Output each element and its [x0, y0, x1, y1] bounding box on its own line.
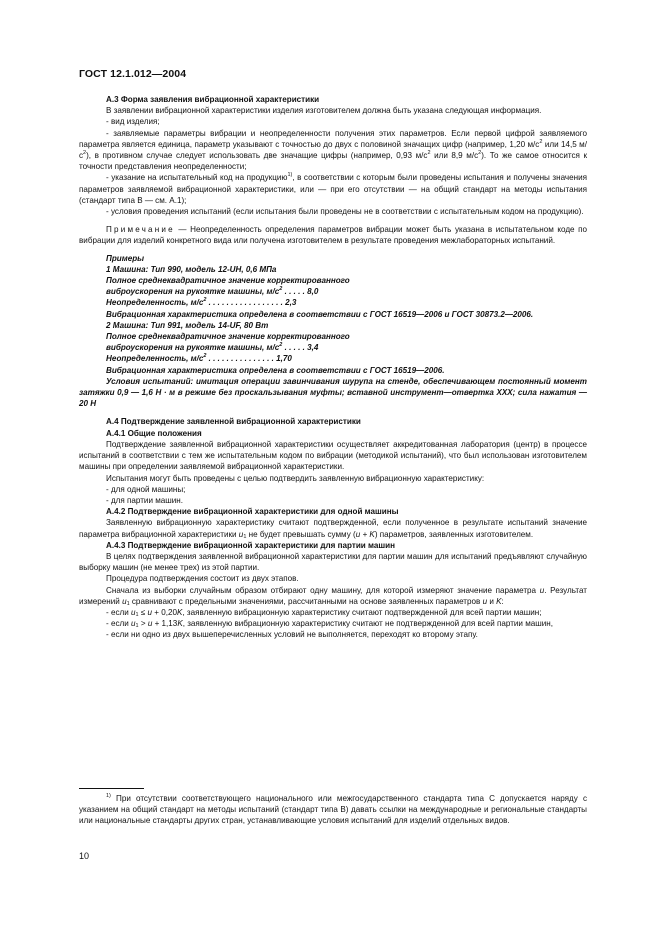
a42-text-1: Заявленную вибрационную характеристику считают подтвержденной, если полученное в результате испытаний значение параметра вибрационной характеристики [79, 518, 587, 539]
example-2-line-3-value: . . . . . . . . . . . . . . . 1,70 [206, 354, 292, 364]
a43-condition-1 [79, 607, 587, 618]
a3-item-test-code [79, 172, 587, 206]
example-1-line-3-value: . . . . . . . . . . . . . . . . . 2,3 [206, 298, 297, 308]
a43-condition-2-text-1: - если [106, 619, 131, 629]
footnote-mark: 1) [106, 793, 111, 799]
example-1-line-4: Вибрационная характеристика определена в соответствии с ГОСТ 16519—2006 и ГОСТ 30873.2—2006. [106, 309, 534, 319]
symbol-u: u [131, 607, 136, 617]
example-1-line-2-label: виброускорения на рукоятке машины, м/с [106, 287, 280, 297]
note-label: Примечание [106, 225, 175, 235]
a43-condition-1-text-3: + 0,20 [152, 607, 178, 617]
a43-text-3: сравнивают с предельными значениями, рассчитанными на основе заявленных параметров [129, 596, 483, 606]
section-a42-heading: A.4.2 Подтверждение вибрационной характеристики для одной машины [106, 507, 399, 517]
section-a43-heading: A.4.3 Подтверждение вибрационной характеристики для партии машин [106, 540, 396, 550]
a3-item-parameters [79, 128, 587, 173]
subscript-1: 1 [135, 623, 139, 630]
example-1-title: 1 Машина: Тип 990, модель 12-UH, 0,6 МПа [106, 264, 277, 274]
symbol-u: u [131, 619, 136, 629]
a3-item-parameters-text-5: ). То же самое относится к точности представления неопределенности; [79, 151, 588, 172]
subscript-1: 1 [126, 600, 130, 607]
a43-text-2: . Результат измерений [79, 585, 587, 606]
example-1-line-3 [79, 297, 587, 308]
a3-item-parameters-text-4: или 8,9 м/с [430, 151, 479, 161]
subscript-1: 1 [135, 611, 139, 618]
squared-superscript: 2 [427, 150, 431, 157]
symbol-u: u [147, 607, 153, 617]
a43-condition-1-text-1: - если [106, 607, 131, 617]
example-2-line-4: Вибрационная характеристика определена в соответствии с ГОСТ 16519—2006. [106, 365, 445, 375]
examples-heading: Примеры [106, 253, 145, 263]
symbol-u: u [482, 596, 488, 606]
example-2-line-2 [79, 342, 587, 353]
a43-condition-2-text-2: > [138, 619, 148, 629]
a42-text-3: ) параметров, заявленных изготовителем. [374, 529, 534, 539]
squared-superscript: 2 [83, 150, 87, 157]
symbol-u: u [539, 585, 545, 595]
symbol-k: K [177, 619, 183, 629]
a41-paragraph: Подтверждение заявленной вибрационной характеристики осуществляет аккредитованная лаборатория (центр) в процессе испытаний в соответствии с тем же испытательным кодом по вибрации (методикой испытаний), что был использован изготовителем машины при определении заявляемой вибрационной характеристики. [79, 439, 587, 472]
a43-condition-3: - если ни одно из двух вышеперечисленных условий не выполняется, переходят ко второму этапу. [106, 630, 478, 640]
footnote [79, 793, 587, 827]
a43-condition-1-text-2: ≤ [138, 607, 148, 617]
symbol-u: u [122, 596, 127, 606]
example-2-line-5: Условия испытаний: имитация операции завинчивания шурупа на стенде, обеспечивающем постоянный момент затяжки 0,9 — 1,6 Н · м в режиме без проскальзывания муфты; вставной инструмент—отвертка ХХХ; сила нажатия — 20 Н [79, 376, 587, 409]
page-number: 10 [79, 851, 90, 861]
a3-item-parameters-text-3: ), в противном случае следует использовать две значащие цифры (например, 0,93 м/с [86, 151, 428, 161]
example-1-line-1: Полное среднеквадратичное значение корректированного [106, 276, 350, 286]
example-2-line-1: Полное среднеквадратичное значение корректированного [106, 332, 350, 342]
subscript-1: 1 [243, 533, 247, 540]
symbol-k: K [496, 596, 502, 606]
squared-superscript: 2 [279, 286, 283, 293]
document-header: ГОСТ 12.1.012—2004 [79, 68, 187, 80]
example-2-line-2-value: . . . . . 3,4 [282, 343, 319, 353]
a43-text-4: и [487, 596, 497, 606]
footnote-reference: 1) [287, 172, 293, 179]
a43-condition-2 [79, 618, 587, 629]
a41-list-item-1: - для одной машины; [106, 484, 186, 494]
section-a41-heading: A.4.1 Общие положения [106, 428, 202, 438]
symbol-u: u [238, 529, 244, 539]
a3-item-test-conditions: - условия проведения испытаний (если испытания были проведены не в соответствии с испытательным кодом на продукцию). [106, 207, 584, 217]
note-paragraph [79, 224, 587, 246]
examples-block [79, 253, 587, 410]
a41-paragraph-2: Испытания могут быть проведены с целью подтвердить заявленную вибрационную характеристику: [106, 473, 485, 483]
a43-condition-1-text-4: , заявленную вибрационную характеристику считают подтвержденной для всей партии машин; [182, 607, 542, 617]
symbol-u: u [147, 619, 153, 629]
a41-list-item-2: - для партии машин. [106, 495, 184, 505]
squared-superscript: 2 [203, 353, 207, 360]
a43-condition-2-text-4: , заявленную вибрационную характеристику считают не подтвержденной для всей партии машин, [182, 619, 553, 629]
a3-item-product-type: - вид изделия; [106, 117, 160, 127]
a43-text-5: : [501, 596, 504, 606]
example-2-title: 2 Машина: Тип 991, модель 14-UF, 80 Вт [106, 320, 269, 330]
symbol-u-plus-k: u + K [355, 529, 375, 539]
a43-text-1: Сначала из выборки случайным образом отбирают одну машину, для которой измеряют значение параметра [106, 585, 540, 595]
a43-paragraph-3 [79, 585, 587, 607]
section-a3-heading: A.3 Форма заявления вибрационной характеристики [106, 95, 320, 104]
a42-text-2: не будет превышать сумму ( [246, 529, 356, 539]
a43-condition-2-text-3: + 1,13 [152, 619, 178, 629]
squared-superscript: 2 [539, 138, 543, 145]
symbol-k: K [177, 607, 183, 617]
a43-paragraph-2: Процедура подтверждения состоит из двух этапов. [106, 574, 299, 584]
example-1-line-2 [79, 286, 587, 297]
section-a4-heading: A.4 Подтверждение заявленной вибрационной характеристики [106, 417, 361, 427]
squared-superscript: 2 [279, 342, 283, 349]
example-1-line-2-value: . . . . . 8,0 [282, 287, 319, 297]
example-2-line-2-label: виброускорения на рукоятке машины, м/с [106, 343, 280, 353]
example-2-line-3-label: Неопределенность, м/с [106, 354, 204, 364]
a3-item-parameters-text-2: или 14,5 м/с [79, 139, 587, 161]
example-2-line-3 [79, 353, 587, 364]
footnote-text: При отсутствии соответствующего национального или межгосударственного стандарта типа С допускается наряду с указанием на общий стандарт на методы испытаний (стандарт типа В) давать ссылки на международные и региональные стандарты или национальные стандарты других стран, устанавливающие условия испытаний для изделий отдельных видов. [79, 794, 587, 826]
a3-item-test-code-text-1: - указание на испытательный код на продукцию [106, 173, 288, 183]
squared-superscript: 2 [203, 297, 207, 304]
page-content [79, 94, 587, 641]
a43-paragraph-1: В целях подтверждения заявленной вибрационной характеристики для партии машин для испытаний предъявляют случайную выборку машин (не менее трех) из этой партии. [79, 551, 587, 573]
a42-paragraph [79, 517, 587, 539]
a3-intro: В заявлении вибрационной характеристики изделия изготовителем должна быть указана следующая информация. [106, 106, 542, 116]
example-1-line-3-label: Неопределенность, м/с [106, 298, 204, 308]
squared-superscript: 2 [478, 150, 482, 157]
note-text: — Неопределенность определения параметров вибрации может быть указана в испытательном коде по вибрации для изделий конкретного вида или получена изготовителем в результате проведения межлабораторных испытаний. [79, 225, 587, 246]
a3-item-parameters-text-1: - заявляемые параметры вибрации и неопределенности получения этих параметров. Если первой цифрой заявляемого параметра является единица, параметр указывают с точностью до двух с половиной значащих цифр (например, 1,20 м/с [79, 128, 587, 149]
a3-item-test-code-text-2: , в соответствии с которым были проведены испытания и получены значения параметров заявляемой вибрационной характеристики, или — при его отсутствии — на общий стандарт на методы испытания (стандарт типа В — см. A.1); [79, 173, 587, 205]
footnote-divider [79, 788, 144, 789]
